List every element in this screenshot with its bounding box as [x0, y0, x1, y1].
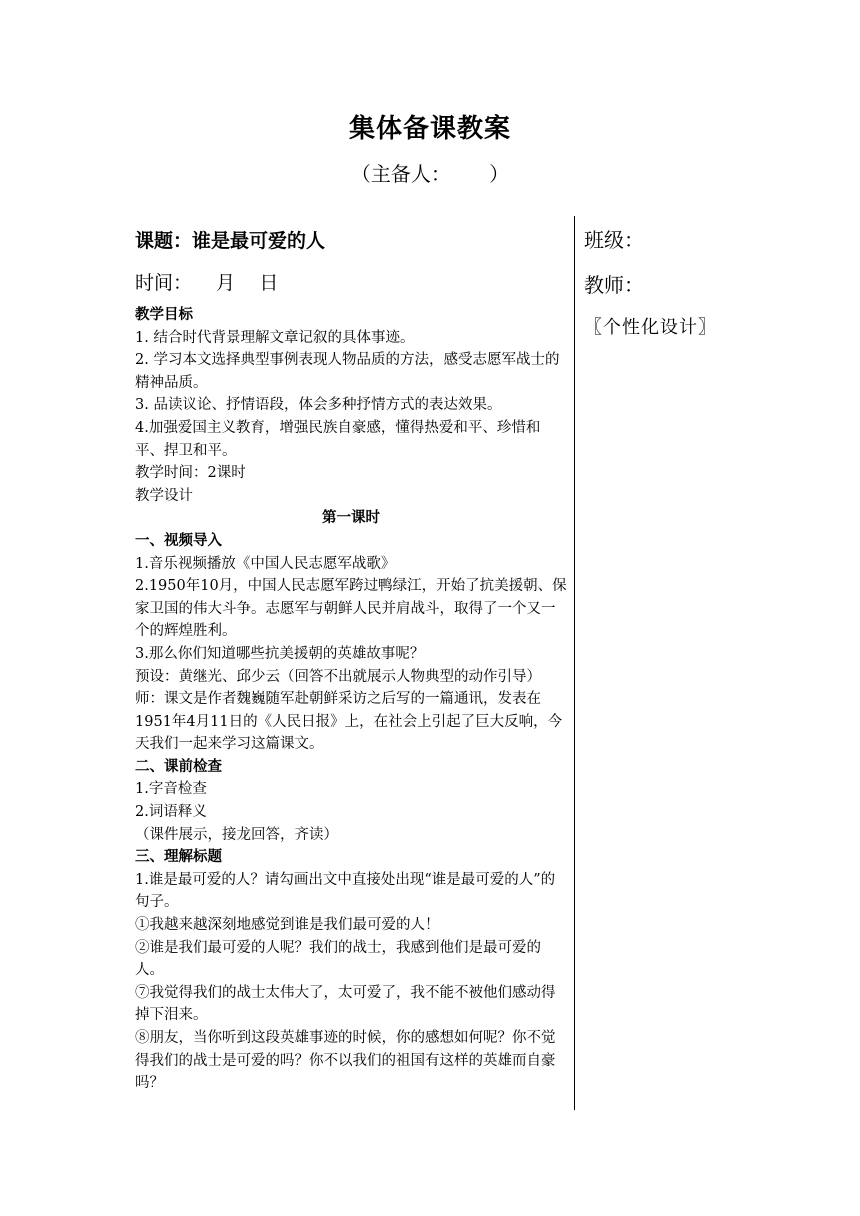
section-heading: 二、课前检查 — [135, 757, 222, 775]
body-paragraph: 1.音乐视频播放《中国人民志愿军战歌》 — [135, 555, 396, 572]
body-paragraph: 1.字音检查 — [135, 781, 207, 798]
body-paragraph: 预设：黄继光、邱少云（回答不出就展示人物典型的动作引导） — [135, 668, 541, 685]
section-heading: 三、理解标题 — [135, 848, 222, 866]
class-label: 班级： — [584, 228, 644, 252]
body-paragraph: ⑧朋友，当你听到这段英雄事迹的时候，你的感想如何呢？你不觉得我们的战士是可爱的吗？你不以我们的祖国有这样的英雄而自豪吗？ — [135, 1030, 556, 1092]
body-paragraph: 3. 品读议论、抒情语段，体会多种抒情方式的表达效果。 — [135, 397, 502, 414]
document-subtitle: （主备人： ） — [350, 162, 510, 186]
body-paragraph: 教学时间：2课时 — [135, 465, 246, 482]
body-paragraph: 4.加强爱国主义教育，增强民族自豪感，懂得热爱和平、珍惜和平、捍卫和平。 — [135, 419, 541, 459]
body-paragraph: 2. 学习本文选择典型事例表现人物品质的方法，感受志愿军战士的精神品质。 — [135, 352, 560, 391]
body-paragraph: 1. 结合时代背景理解文章记叙的具体事迹。 — [135, 329, 415, 346]
body-paragraph: 教学设计 — [135, 487, 193, 504]
section-heading: 第一课时 — [322, 509, 380, 527]
teacher-label: 教师： — [584, 273, 644, 297]
body-paragraph: 1.谁是最可爱的人？请勾画出文中直接处出现“谁是最可爱的人”的句子。 — [135, 871, 556, 911]
section-heading: 教学目标 — [135, 306, 193, 323]
lesson-title: 课题：谁是最可爱的人 — [135, 230, 326, 252]
body-paragraph: ⑦我觉得我们的战士太伟大了，太可爱了，我不能不被他们感动得掉下泪来。 — [135, 984, 556, 1024]
body-paragraph: 2.词语释义 — [135, 804, 207, 821]
lesson-time-row: 时间： 月 日 — [135, 272, 279, 294]
lesson-body — [135, 304, 567, 1095]
column-divider — [574, 216, 575, 1110]
body-paragraph: （课件展示，接龙回答，齐读） — [135, 826, 338, 843]
body-paragraph: ②谁是我们最可爱的人呢？我们的战士，我感到他们是最可爱的人。 — [135, 939, 541, 979]
lesson-content-column — [135, 228, 567, 1095]
personalized-design-label: 〖个性化设计〗 — [584, 317, 717, 338]
body-paragraph: 3.那么你们知道哪些抗美援朝的英雄故事呢？ — [135, 645, 425, 662]
body-paragraph: ①我越来越深刻地感觉到谁是我们最可爱的人！ — [135, 917, 440, 934]
body-paragraph: 师：课文是作者魏巍随军赴朝鲜采访之后写的一篇通讯，发表在1951年4月11日的《人民日报》上，在社会上引起了巨大反响，今天我们一起来学习这篇课文。 — [135, 691, 563, 753]
document-title: 集体备课教案 — [348, 114, 511, 144]
side-column — [584, 226, 824, 340]
section-heading: 一、视频导入 — [135, 531, 222, 549]
body-paragraph: 2.1950年10月，中国人民志愿军跨过鸭绿江，开始了抗美援朝、保家卫国的伟大斗争。志愿军与朝鲜人民并肩战斗，取得了一个又一个的辉煌胜利。 — [135, 578, 567, 640]
